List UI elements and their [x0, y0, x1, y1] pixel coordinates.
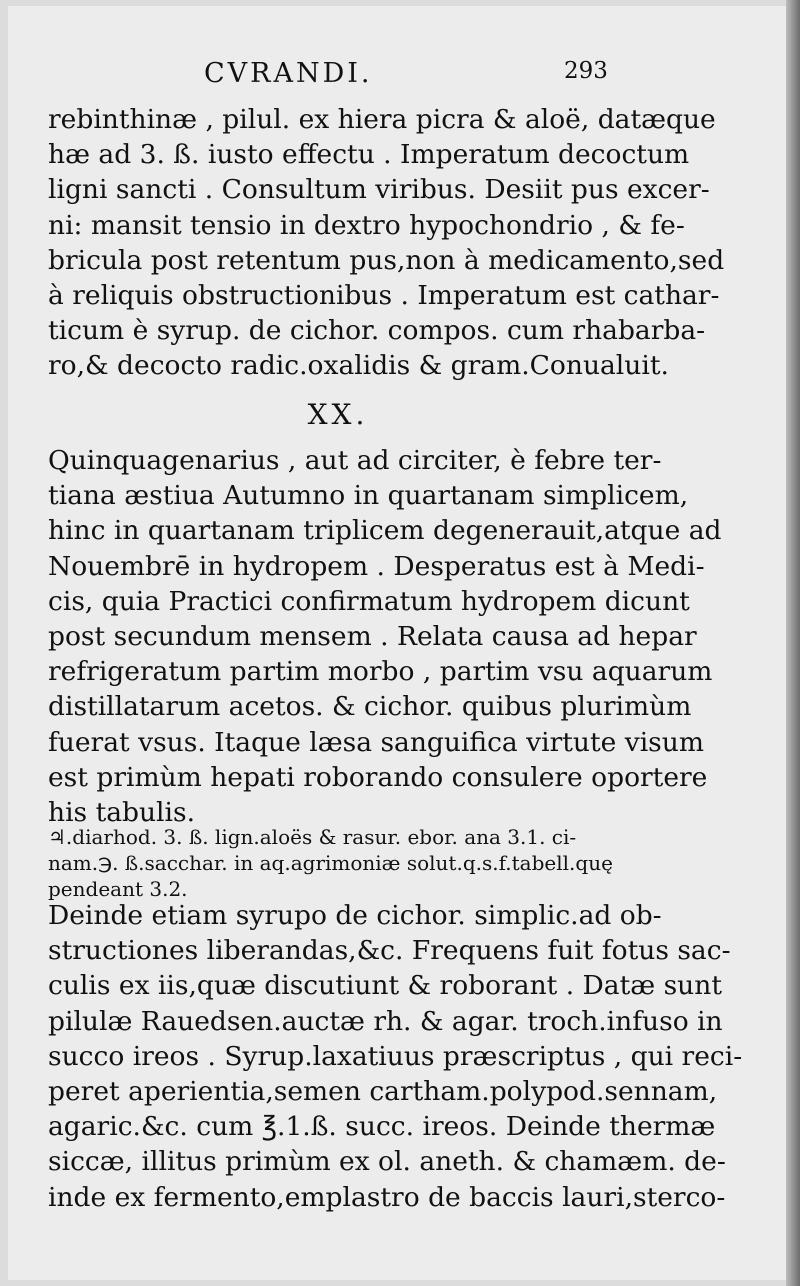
text-line: his tabulis.: [48, 796, 196, 828]
text-line: peret aperientia,semen cartham.polypod.sennam,: [48, 1075, 718, 1107]
paragraph-3: [48, 898, 743, 1215]
text-line: ticum è syrup. de cichor. compos. cum rhabarba-: [48, 315, 706, 347]
text-line: succo ireos . Syrup.laxatiuus præscriptus , qui reci-: [48, 1040, 743, 1072]
recipe-line: ♃.diarhod. 3. ß. lign.aloës & rasur. ebor. ana 3.1. ci-: [48, 825, 577, 849]
text-line: distillatarum acetos. & cichor. quibus plurimùm: [48, 691, 692, 723]
page-number: 293: [564, 58, 608, 84]
text-line: bricula post retentum pus,non à medicamento,sed: [48, 244, 725, 276]
section-heading: XX.: [307, 398, 369, 431]
text-line: ro,& decocto radic.oxalidis & gram.Conualuit.: [48, 350, 669, 382]
text-line: à reliquis obstructionibus . Imperatum est cathar-: [48, 279, 720, 311]
recipe: [48, 824, 618, 902]
text-line: post secundum mensem . Relata causa ad hepar: [48, 620, 697, 652]
text-line: hæ ad 3. ß. iusto effectu . Imperatum decoctum: [48, 139, 690, 171]
text-line: culis ex iis,quæ discutiunt & roborant . Datæ sunt: [48, 970, 722, 1002]
text-line: est primùm hepati roborando consulere oportere: [48, 761, 708, 793]
text-line: rebinthinæ , pilul. ex hiera picra & aloë, datæque: [48, 104, 716, 135]
running-title: CVRANDI.: [204, 58, 373, 89]
text-line: Quinquagenarius , aut ad circiter, è febre ter-: [48, 445, 662, 476]
text-line: refrigeratum partim morbo , partim vsu aquarum: [48, 656, 713, 688]
text-line: Nouembrē in hydropem . Desperatus est à Medi-: [48, 550, 705, 582]
recipe-line: pendeant 3.2.: [48, 877, 188, 901]
text-line: fuerat vsus. Itaque læsa sanguifica virtute visum: [48, 726, 704, 758]
text-line: structiones liberandas,&c. Frequens fuit fotus sac-: [48, 935, 731, 967]
text-line: ni: mansit tensio in dextro hypochondrio , & fe-: [48, 209, 685, 241]
recipe-line: nam.℈. ß.sacchar. in aq.agrimoniæ solut.q.s.f.tabell.quę: [48, 851, 613, 875]
page-header: [8, 58, 788, 94]
text-line: ligni sancti . Consultum viribus. Desiit pus excer-: [48, 174, 710, 206]
text-line: tiana æstiua Autumno in quartanam simplicem,: [48, 480, 689, 512]
text-line: pilulæ Rauedsen.auctæ rh. & agar. troch.infuso in: [48, 1005, 723, 1037]
text-line: agaric.&c. cum ℥.1.ß. succ. ireos. Deinde thermæ: [48, 1111, 716, 1143]
text-line: Deinde etiam syrupo de cichor. simplic.ad ob-: [48, 900, 662, 931]
paragraph-2: [48, 443, 722, 830]
text-line: siccæ, illitus primùm ex ol. aneth. & chamæm. de-: [48, 1146, 726, 1178]
text-line: inde ex fermento,emplastro de baccis lauri,sterco-: [48, 1181, 726, 1213]
text-line: hinc in quartanam triplicem degenerauit,atque ad: [48, 515, 722, 547]
book-spine-edge: [786, 0, 800, 1286]
book-page: [8, 6, 788, 1280]
text-line: cis, quia Practici confirmatum hydropem dicunt: [48, 585, 690, 617]
paragraph-1: [48, 102, 725, 384]
